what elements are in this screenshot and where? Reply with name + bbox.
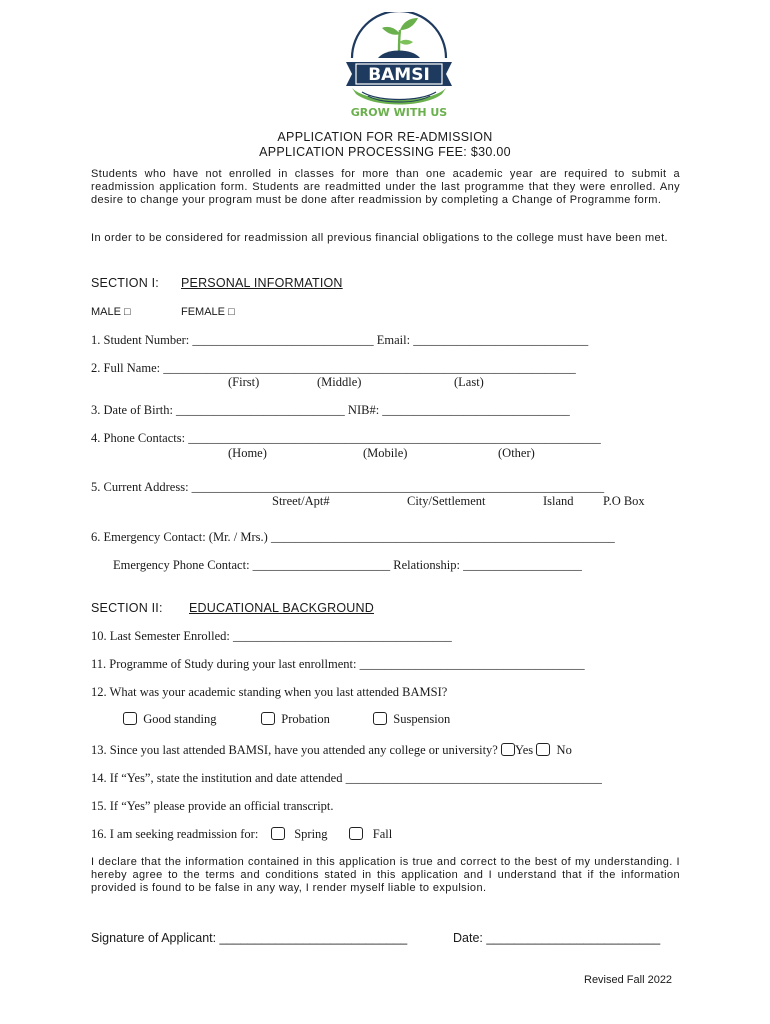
suspension-option[interactable] (373, 712, 450, 727)
fall-label: Fall (372, 827, 393, 841)
readmission-term-text: 16. I am seeking readmission for: (91, 827, 259, 841)
academic-standing-question: 12. What was your academic standing when you last attended BAMSI? (91, 685, 448, 699)
yes-label: Yes (514, 743, 534, 757)
logo-tagline: GROW WITH US (350, 106, 448, 119)
current-address-line[interactable]: 5. Current Address: __________________________________________________________________ (91, 480, 605, 494)
emergency-phone-relationship-line[interactable]: Emergency Phone Contact: ______________________ Relationship: ___________________ (113, 558, 582, 572)
other-phone-caption: (Other) (498, 446, 535, 460)
emergency-contact-line[interactable]: 6. Emergency Contact: (Mr. / Mrs.) _______________________________________________________ (91, 530, 615, 544)
fall-checkbox[interactable] (349, 827, 363, 840)
po-box-caption: P.O Box (603, 494, 645, 508)
phone-contacts-line[interactable]: 4. Phone Contacts: __________________________________________________________________ (91, 431, 601, 445)
mobile-phone-caption: (Mobile) (363, 446, 408, 460)
good-standing-checkbox[interactable] (123, 712, 137, 725)
suspension-checkbox[interactable] (373, 712, 387, 725)
probation-option[interactable] (261, 712, 330, 727)
attended-other-college-text: 13. Since you last attended BAMSI, have you attended any college or university? (91, 743, 498, 757)
home-phone-caption: (Home) (228, 446, 267, 460)
section-2-label: SECTION II: (91, 601, 163, 615)
island-caption: Island (543, 494, 574, 508)
section-1-label: SECTION I: (91, 276, 159, 290)
yes-checkbox[interactable] (501, 743, 515, 756)
probation-checkbox[interactable] (261, 712, 275, 725)
institution-date-line[interactable]: 14. If “Yes”, state the institution and date attended _________________________________________ (91, 771, 602, 785)
processing-fee: APPLICATION PROCESSING FEE: $30.00 (259, 145, 511, 159)
intro-paragraph: Students who have not enrolled in classes for more than one academic year are required to submit a readmission application form. Students are readmitted under the last programme that they were enrolled. Any desire to change your program must be done after readmission by completing a Change of Programme form. (91, 168, 680, 206)
date-line[interactable]: Date: _________________________ (453, 931, 661, 945)
section-1-heading (91, 276, 343, 290)
probation-label: Probation (281, 712, 330, 726)
section-1-title: PERSONAL INFORMATION (181, 276, 343, 290)
revision-footer: Revised Fall 2022 (584, 974, 673, 986)
signature-line[interactable]: Signature of Applicant: ___________________________ (91, 931, 408, 945)
section-2-heading (91, 601, 374, 615)
dob-nib-line[interactable]: 3. Date of Birth: ___________________________ NIB#: ______________________________ (91, 403, 570, 417)
no-label: No (556, 743, 572, 757)
first-name-caption: (First) (228, 375, 260, 389)
full-name-line[interactable]: 2. Full Name: __________________________________________________________________ (91, 361, 576, 375)
good-standing-label: Good standing (143, 712, 217, 726)
bamsi-logo (338, 12, 460, 120)
attended-other-college-question (91, 743, 572, 758)
declaration-paragraph: I declare that the information contained in this application is true and correct to the best of my understanding. I hereby agree to the terms and conditions stated in this application and I understand that if the information provided is found to be false in any way, I render myself liable to expulsion. (91, 856, 680, 894)
female-checkbox[interactable]: FEMALE □ (181, 306, 235, 318)
logo-brand-text: BAMSI (368, 65, 430, 85)
transcript-note: 15. If “Yes” please provide an official transcript. (91, 799, 334, 813)
section-2-title: EDUCATIONAL BACKGROUND (189, 601, 374, 615)
spring-label: Spring (294, 827, 328, 841)
no-checkbox[interactable] (536, 743, 550, 756)
form-title: APPLICATION FOR RE-ADMISSION (277, 130, 493, 144)
street-caption: Street/Apt# (272, 494, 330, 508)
suspension-label: Suspension (393, 712, 451, 726)
readmission-term-question (91, 827, 392, 842)
last-name-caption: (Last) (454, 375, 484, 389)
last-semester-line[interactable]: 10. Last Semester Enrolled: ___________________________________ (91, 629, 452, 643)
good-standing-option[interactable] (123, 712, 217, 727)
programme-of-study-line[interactable]: 11. Programme of Study during your last enrollment: ____________________________________ (91, 657, 585, 671)
city-caption: City/Settlement (407, 494, 486, 508)
middle-name-caption: (Middle) (317, 375, 362, 389)
spring-checkbox[interactable] (271, 827, 285, 840)
student-number-email-line[interactable]: 1. Student Number: _____________________________ Email: ____________________________ (91, 333, 589, 347)
male-checkbox[interactable]: MALE □ (91, 306, 131, 318)
financial-obligations-note: In order to be considered for readmission all previous financial obligations to the college must have been met. (91, 232, 668, 244)
